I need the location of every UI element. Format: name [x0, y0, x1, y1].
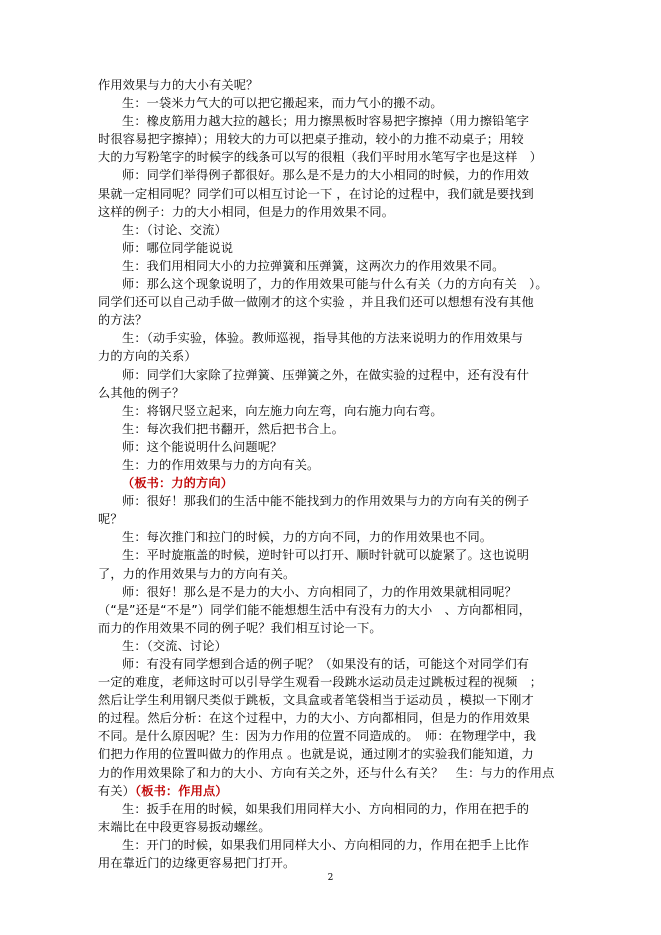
text-line: [98, 818, 564, 836]
text-line: [98, 565, 564, 583]
text-segment: 时很容易把字擦掉）；用较大的力可以把桌子推动，较小的力推不动桌子；用较: [98, 132, 524, 147]
text-segment: 生：平时旋瓶盖的时候，逆时针可以打开、顺时针就可以旋紧了。这也说明: [122, 548, 530, 563]
text-line: [98, 691, 564, 709]
text-segment: 师：很好！那我们的生活中能不能找到力的作用效果与力的方向有关的例子: [122, 494, 530, 509]
text-segment: 同学们还可以自己动手做一做刚才的这个实验 ，并且我们还可以想想有没有其他: [98, 295, 534, 310]
text-segment: 的方法？: [98, 313, 148, 328]
text-segment: 这样的例子：力的大小相同，但是力的作用效果不同。: [98, 204, 395, 219]
text-segment: 了，力的作用效果与力的方向有关。: [98, 566, 296, 581]
text-line: [98, 94, 564, 112]
text-segment: 生：力的作用效果与力的方向有关。: [122, 457, 320, 472]
text-line: [98, 384, 564, 402]
text-line: [98, 709, 564, 727]
text-line: [98, 745, 564, 763]
text-segment: 们把力作用的位置叫做力的作用点 。也就是说，通过刚才的实验我们能知道，力: [98, 747, 534, 762]
text-segment: 的过程。然后分析：在这个过程中，力的大小、方向都相同，但是力的作用效果: [98, 711, 530, 726]
text-segment: 生：扳手在用的时候，如果我们用同样大小、方向相同的力，作用在把手的: [122, 801, 530, 816]
text-segment: 不同。是什么原因呢？生：因为力作用的位置不同造成的。 师：在物理学中，我: [98, 729, 537, 744]
text-line: [98, 583, 564, 601]
text-line: [98, 221, 564, 239]
text-line: [98, 185, 564, 203]
text-segment: 师：同学们举得例子都很好。那么是不是力的大小相同的时候，力的作用效: [122, 168, 530, 183]
text-segment: 末端比在中段更容易扳动螺丝。: [98, 819, 271, 834]
text-segment: 力的作用效果除了和力的大小、方向有关之外，还与什么有关？ 生：与力的作用点: [98, 765, 555, 780]
text-segment: 么其他的例子？: [98, 385, 185, 400]
text-line: [98, 311, 564, 329]
text-line: [98, 492, 564, 510]
text-segment: 生：开门的时候，如果我们用同样大小、方向相同的力，作用在把手上比作: [122, 837, 530, 852]
text-segment: 生：将钢尺竖立起来，向左施力向左弯，向右施力向右弯。: [122, 403, 443, 418]
text-line: [98, 166, 564, 184]
text-line: [98, 76, 564, 94]
text-line: [98, 782, 564, 800]
text-line: [98, 619, 564, 637]
text-line: [98, 727, 564, 745]
text-line: [98, 800, 564, 818]
text-line: [98, 836, 564, 854]
text-segment: （“是”还是“不是”）同学们能不能想想生活中有没有力的大小 、方向都相同，: [98, 602, 531, 617]
text-segment: 师：有没有同学想到合适的例子呢？（如果没有的话，可能这个对同学们有: [122, 657, 530, 671]
text-segment: 呢？: [98, 512, 123, 527]
text-line: [98, 293, 564, 311]
text-segment: 作用效果与力的大小有关呢？: [98, 78, 259, 92]
text-line: [98, 764, 564, 782]
text-segment: 用在靠近门的边缘更容易把门打开。: [98, 856, 296, 871]
text-line: [98, 148, 564, 166]
text-segment: 一定的难度，老师这时可以引导学生观看一段跳水运动员走过跳板过程的视频 ；: [98, 675, 543, 690]
text-line: [98, 601, 564, 619]
text-segment: 生：（讨论、交流）: [122, 222, 227, 237]
text-segment: 生：（交流、讨论）: [122, 638, 227, 653]
text-line: [98, 474, 564, 492]
page-number: 2: [327, 873, 334, 883]
text-line: [98, 112, 564, 130]
text-segment: 生：橡皮筋用力越大拉的越长；用力擦黑板时容易把字擦掉（用力擦铅笔字: [122, 114, 530, 129]
text-line: [98, 510, 564, 528]
text-line: [98, 673, 564, 691]
text-line: [98, 366, 564, 384]
text-segment: 师：哪位同学能说说: [122, 240, 234, 255]
text-segment: 师：那么这个现象说明了，力的作用效果可能与什么有关（力的方向有关 ）。: [122, 277, 548, 292]
text-line: [98, 655, 564, 673]
text-line: [98, 275, 564, 293]
text-line: [98, 528, 564, 546]
text-line: [98, 546, 564, 564]
text-segment: 师：这个能说明什么问题呢？: [122, 439, 283, 454]
text-line: [98, 402, 564, 420]
text-segment: 师：很好！那么是不是力的大小、方向相同了，力的作用效果就相同呢？: [122, 584, 517, 599]
text-segment: 生：一袋米力气大的可以把它搬起来，而力气小的搬不动。: [122, 96, 443, 111]
text-line: [98, 854, 564, 872]
text-segment: 大的力写粉笔字的时候字的线条可以写的很粗（我们平时用水笔写字也是这样 ）: [98, 150, 543, 165]
text-line: [98, 130, 564, 148]
text-line: [98, 420, 564, 438]
board-note: （板书：力的方向）: [122, 476, 234, 491]
text-segment: 生：我们用相同大小的力拉弹簧和压弹簧，这两次力的作用效果不同。: [122, 258, 505, 273]
text-segment: 有关）: [98, 783, 136, 798]
text-line: [98, 637, 564, 655]
text-segment: 生：（动手实验，体验。教师巡视，指导其他的方法来说明力的作用效果与: [122, 331, 524, 346]
text-line: [98, 329, 564, 347]
text-line: [98, 257, 564, 275]
text-segment: 力的方向的关系）: [98, 349, 197, 364]
text-segment: 生：每次推门和拉门的时候，力的方向不同，力的作用效果也不同。: [122, 530, 493, 545]
document-body: [98, 76, 564, 872]
text-line: [98, 438, 564, 456]
board-note: （板书：作用点）: [135, 783, 228, 798]
text-line: [98, 456, 564, 474]
text-line: [98, 347, 564, 365]
text-segment: 师：同学们大家除了拉弹簧、压弹簧之外，在做实验的过程中，还有没有什: [122, 367, 530, 382]
text-segment: 然后让学生利用钢尺类似于跳板，文具盒或者笔袋相当于运动员 ，模拟一下刚才: [98, 693, 534, 708]
text-segment: 而力的作用效果不同的例子呢？我们相互讨论一下。: [98, 620, 382, 635]
text-segment: 果就一定相同呢？同学们可以相互讨论一下 ，在讨论的过程中，我们就是要找到: [98, 186, 534, 201]
text-line: [98, 203, 564, 221]
text-line: [98, 239, 564, 257]
text-segment: 生：每次我们把书翻开，然后把书合上。: [122, 421, 345, 436]
